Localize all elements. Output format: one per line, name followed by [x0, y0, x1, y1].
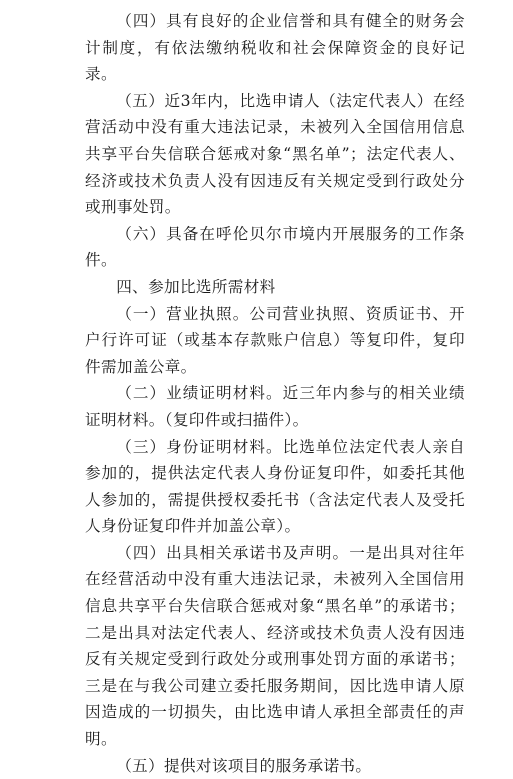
paragraph-qualification-local-service: （六）具备在呼伦贝尔市境内开展服务的工作条件。	[85, 224, 465, 270]
paragraph-qualification-credit: （四）具有良好的企业信誉和具有健全的财务会计制度，有依法缴纳税收和社会保障资金的良好记录。	[85, 12, 465, 84]
paragraph-qualification-no-violation: （五）近3年内，比选申请人（法定代表人）在经营活动中没有重大违法记录，未被列入全国信用信息共享平台失信联合惩戒对象“黑名单”；法定代表人、经济或技术负责人没有因违反有关规定受到行政处分或刑事处罚。	[85, 91, 465, 217]
paragraph-material-identity-proof: （三）身份证明材料。比选单位法定代表人亲自参加的，提供法定代表人身份证复印件，如委托其他人参加的，需提供授权委托书（含法定代表人及受托人身份证复印件并加盖公章）。	[85, 437, 465, 536]
paragraph-material-business-license: （一）营业执照。公司营业执照、资质证书、开户行许可证（或基本存款账户信息）等复印件，复印件需加盖公章。	[85, 304, 465, 376]
paragraph-material-service-commitment: （五）提供对该项目的服务承诺书。	[116, 756, 372, 775]
paragraph-material-performance-proof: （二）业绩证明材料。近三年内参与的相关业绩证明材料。（复印件或扫描件）。	[85, 384, 465, 429]
paragraph-material-commitment-letters: （四）出具相关承诺书及声明。一是出具对往年在经营活动中没有重大违法记录，未被列入全国信用信息共享平台失信联合惩戒对象“黑名单”的承诺书；二是出具对法定代表人、经济或技术负责人没有因违反有关规定受到行政处分或刑事处罚方面的承诺书；三是在与我公司建立委托服务期间，因比选申请人原因造成的一切损失，由比选申请人承担全部责任的声明。	[85, 543, 465, 749]
section-heading-required-materials: 四、参加比选所需材料	[116, 277, 276, 296]
